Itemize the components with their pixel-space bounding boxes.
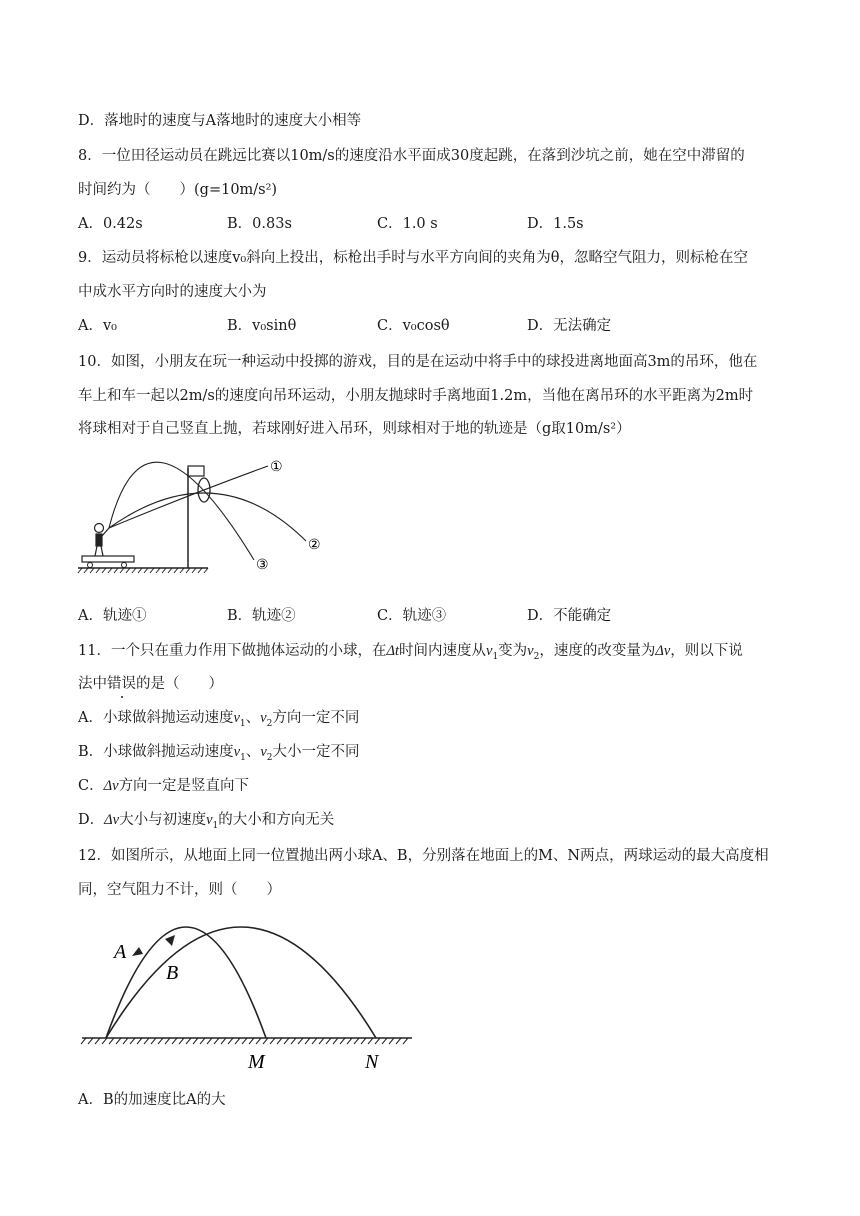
trajectory-b: [106, 927, 376, 1038]
ball-a-label: A: [114, 941, 127, 963]
q8-option-b: B．0.83s: [227, 216, 292, 232]
trajectory-a: [106, 927, 266, 1038]
trajectory-1-label: ①: [270, 460, 283, 475]
q8-stem-line1: 8．一位田径运动员在跳远比赛以10m/s的速度沿水平面成30度起跳，在落到沙坑之前，她在空中滞留的: [78, 148, 745, 164]
trajectory-2-label: ②: [308, 538, 321, 553]
q11-option-b: B．小球做斜抛运动速度$v_1$、$v_2$大小一定不同: [78, 744, 360, 763]
ball-b-label: B: [166, 962, 179, 984]
q12-stem-line2: 同，空气阻力不计，则（ ）: [78, 882, 281, 898]
q11-stem-line2: 法中错误的是（ ）: [78, 676, 223, 692]
q9-option-b: B．v₀sinθ: [227, 318, 297, 334]
point-m-label: M: [248, 1051, 265, 1073]
q9-stem-line2: 中成水平方向时的速度大小为: [78, 284, 267, 300]
q12-stem-line1: 12．如图所示，从地面上同一位置抛出两小球A、B，分别落在地面上的M、N两点，两球运动的最大高度相: [78, 848, 769, 864]
emphasis-word: 错误: [107, 676, 136, 692]
trajectory-3-label: ③: [256, 558, 269, 573]
q11-stem-line1: 11．一个只在重力作用下做抛体运动的小球，在Δt时间内速度从$v_1$变为$v_2$，速度的改变量为Δv，则以下说: [78, 643, 743, 662]
cart: [82, 556, 134, 562]
q11-option-c: C．Δv方向一定是竖直向下: [78, 778, 250, 794]
q12-figure-trajectories: [76, 910, 416, 1080]
q11-option-d: D．Δv大小与初速度$v_1$的大小和方向无关: [78, 812, 335, 831]
cart-wheel: [88, 563, 93, 568]
q10-stem-line3: 将球相对于自己竖直上抛，若球刚好进入吊环，则球相对于地的轨迹是（g取10m/s²）: [78, 421, 631, 437]
q10-stem-line1: 10．如图，小朋友在玩一种运动中投掷的游戏，目的是在运动中将手中的球投进离地面高3m的吊环，他在: [78, 354, 758, 370]
cart-wheel: [122, 563, 127, 568]
q8-option-d: D．1.5s: [527, 216, 584, 232]
trajectory-3: [109, 462, 254, 560]
q10-option-b: B．轨迹②: [227, 608, 296, 624]
q12-option-a: A．B的加速度比A的大: [78, 1092, 226, 1108]
pole-bracket: [188, 466, 204, 476]
q8-stem-line2: 时间约为（ ）(g=10m/s²): [78, 182, 278, 198]
point-n-label: N: [365, 1051, 379, 1073]
q8-option-c: C．1.0 s: [377, 216, 438, 232]
q9-option-a: A．v₀: [78, 318, 117, 334]
arrow-b: [165, 935, 175, 946]
q9-stem-line1: 9．运动员将标枪以速度v₀斜向上投出，标枪出手时与水平方向间的夹角为θ，忽略空气阻力，则标枪在空: [78, 250, 748, 266]
q9-option-c: C．v₀cosθ: [377, 318, 450, 334]
q8-option-a: A．0.42s: [78, 216, 143, 232]
child-figure: [95, 524, 110, 557]
q10-figure-trajectories: [76, 452, 338, 576]
q9-option-d: D．无法确定: [527, 318, 612, 334]
q10-stem-line2: 车上和车一起以2m/s的速度向吊环运动，小朋友抛球时手离地面1.2m，当他在离吊环的水平距离为2m时: [78, 388, 754, 404]
ground-hatch: [81, 1038, 408, 1044]
q10-option-c: C．轨迹③: [377, 608, 447, 624]
q10-option-d: D．不能确定: [527, 608, 612, 624]
q11-option-a: A．小球做斜抛运动速度$v_1$、$v_2$方向一定不同: [78, 710, 360, 729]
q7-option-d: D．落地时的速度与A落地时的速度大小相等: [78, 113, 362, 129]
q10-option-a: A．轨迹①: [78, 608, 147, 624]
arrow-a: [132, 947, 143, 956]
